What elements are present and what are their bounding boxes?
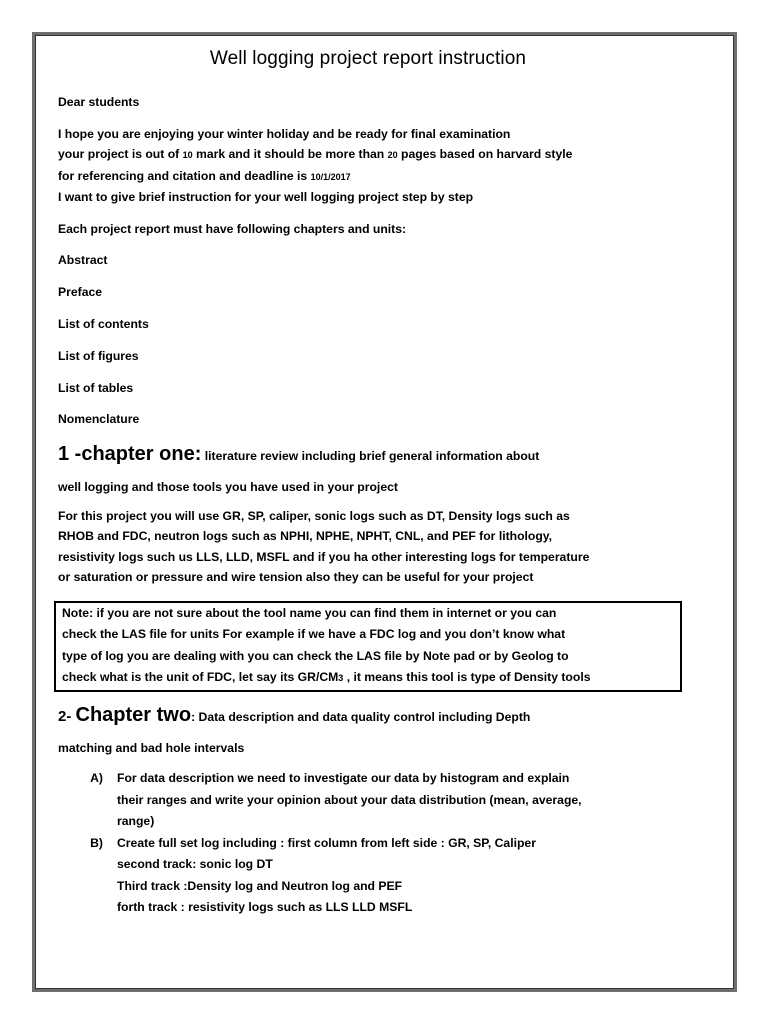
unit-item: Abstract xyxy=(58,253,108,267)
body-line: or saturation or pressure and wire tension also they can be useful for your project xyxy=(58,570,534,585)
intro-paragraph xyxy=(58,124,678,208)
intro-line-2: your project is out of 10 mark and it should be more than 20 pages based on harvard style xyxy=(58,147,573,161)
unit-item: List of figures xyxy=(58,348,139,363)
body-line: RHOB and FDC, neutron logs such as NPHI, NPHE, NPHT, CNL, and PEF for lithology, xyxy=(58,529,553,544)
document-body xyxy=(58,48,678,919)
note-box xyxy=(54,601,682,692)
units-heading: Each project report must have following chapters and units: xyxy=(58,221,407,236)
unit-item: List of tables xyxy=(58,380,134,395)
chapter-two-list xyxy=(58,768,678,919)
body-line: For this project you will use GR, SP, caliper, sonic logs such as DT, Density logs such as xyxy=(58,508,570,523)
body-line: resistivity logs such us LLS, LLD, MSFL and if you ha other interesting logs for temperature xyxy=(58,549,590,564)
note-line: type of log you are dealing with you can check the LAS file by Note pad or by Geolog to xyxy=(62,648,569,663)
note-line: check what is the unit of FDC, let say its GR/CM3 , it means this tool is type of Density tools xyxy=(62,670,591,685)
greeting: Dear students xyxy=(58,95,140,109)
note-line: check the LAS file for units For example if we have a FDC log and you don’t know what xyxy=(62,627,566,642)
unit-item: Nomenclature xyxy=(58,412,140,427)
units-list xyxy=(58,250,678,430)
chapter-two-heading: 2- Chapter two: Data description and data quality control including Depth xyxy=(58,703,531,726)
unit-item: Preface xyxy=(58,284,103,299)
unit-item: List of contents xyxy=(58,316,149,331)
intro-line-3: for referencing and citation and deadline is 10/1/2017 xyxy=(58,168,351,183)
chapter-one-desc: well logging and those tools you have used in your project xyxy=(58,480,398,495)
chapter-one-body xyxy=(58,506,678,588)
note-line: Note: if you are not sure about the tool name you can find them in internet or you can xyxy=(62,605,557,620)
page-title: Well logging project report instruction xyxy=(209,48,527,69)
chapter-two-desc: matching and bad hole intervals xyxy=(58,740,245,755)
list-marker: A) xyxy=(90,771,103,786)
list-item: A) For data description we need to investigate our data by histogram and explain their ranges and write your opinion about your data distribution (mean, average, range) xyxy=(58,768,678,833)
intro-line-4: I want to give brief instruction for your well logging project step by step xyxy=(58,190,474,204)
intro-line-1: I hope you are enjoying your winter holiday and be ready for final examination xyxy=(58,126,511,141)
list-marker: B) xyxy=(90,835,103,850)
deadline-date: 10/1/2017 xyxy=(310,171,351,182)
list-item: B) Create full set log including : first column from left side : GR, SP, Caliper second track: sonic log DT Third track :Density log and Neutron log and PEF forth track : resistivity logs such as LLS LLD MSFL xyxy=(58,833,678,919)
chapter-one-heading: 1 -chapter one: literature review including brief general information about xyxy=(58,443,540,466)
